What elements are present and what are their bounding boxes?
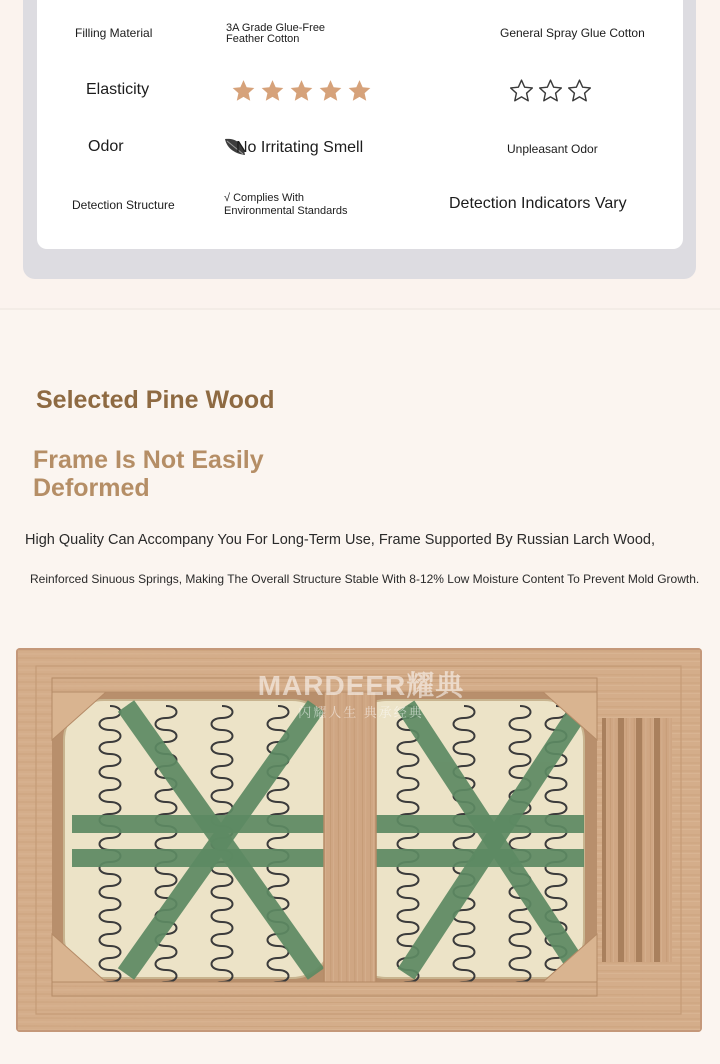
theirs-detection: Detection Indicators Vary (449, 195, 627, 212)
feature-subtitle: Frame Is Not Easily Deformed (33, 446, 264, 502)
comparison-section (0, 0, 720, 308)
theirs-odor: Unpleasant Odor (507, 142, 598, 156)
ours-elasticity-stars (229, 78, 374, 104)
watermark-brand: MARDEER耀典 (257, 670, 465, 701)
theirs-filling: General Spray Glue Cotton (500, 26, 645, 40)
row-label-detection: Detection Structure (72, 198, 175, 212)
outline-star-icon (536, 78, 565, 104)
outline-star-icon (507, 78, 536, 104)
row-label-filling: Filling Material (75, 26, 153, 40)
filled-star-icon (316, 78, 345, 104)
filled-star-icon (345, 78, 374, 104)
feature-description-line1: High Quality Can Accompany You For Long-Term Use, Frame Supported By Russian Larch Wood, (25, 532, 655, 548)
feature-title: Selected Pine Wood (36, 386, 275, 414)
filled-star-icon (258, 78, 287, 104)
theirs-elasticity-stars (507, 78, 594, 104)
watermark-slogan: 闪耀人生 典承经典 (298, 705, 424, 720)
brand-watermark (236, 664, 486, 721)
ours-detection: √ Complies With Environmental Standards (224, 192, 348, 217)
row-label-odor: Odor (88, 138, 124, 155)
ours-odor: No Irritating Smell (236, 139, 364, 156)
filled-star-icon (229, 78, 258, 104)
section-divider (0, 308, 720, 310)
filled-star-icon (287, 78, 316, 104)
ours-filling: 3A Grade Glue-Free Feather Cotton (226, 22, 326, 45)
row-label-elasticity: Elasticity (86, 81, 150, 98)
outline-star-icon (565, 78, 594, 104)
feature-description-line2: Reinforced Sinuous Springs, Making The Overall Structure Stable With 8-12% Low Moisture Content To Prevent Mold Growth. (30, 572, 700, 586)
